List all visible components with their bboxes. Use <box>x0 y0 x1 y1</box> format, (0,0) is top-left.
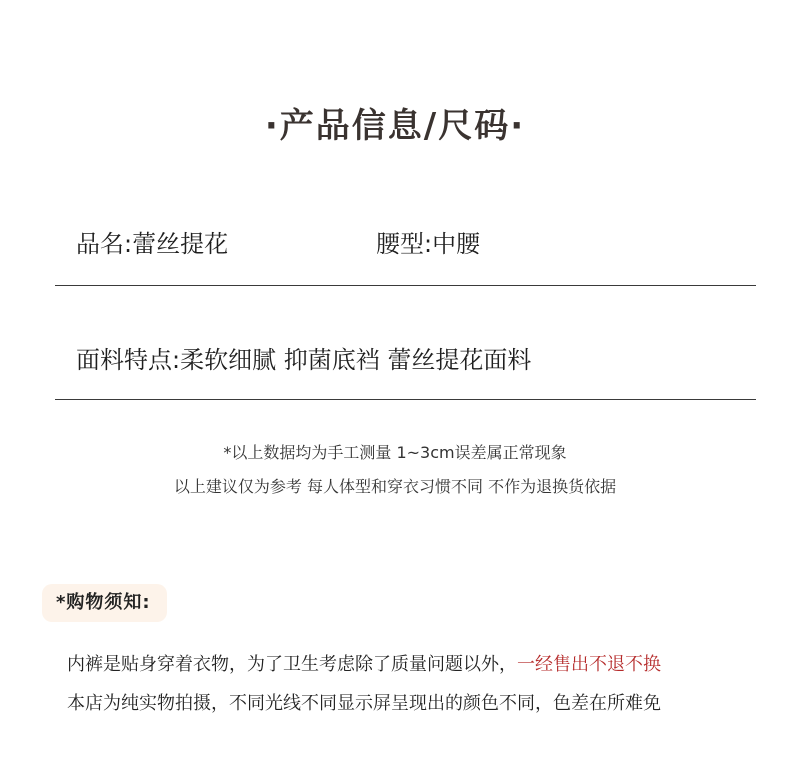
waist-type: 腰型:中腰 <box>376 230 481 258</box>
divider <box>55 285 756 286</box>
product-info-row <box>76 224 481 259</box>
product-name: 品名:蕾丝提花 <box>76 230 229 258</box>
fabric-features: 面料特点:柔软细腻 抑菌底裆 蕾丝提花面料 <box>76 346 532 374</box>
reference-note: 以上建议仅为参考 每人体型和穿衣习惯不同 不作为退换货依据 <box>173 477 617 496</box>
no-return-warning: 一经售出不退不换 <box>517 654 661 675</box>
section-title: ·产品信息/尺码· <box>264 106 526 146</box>
notice-line-hygiene <box>67 650 661 676</box>
notice-line-color: 本店为纯实物拍摄，不同光线不同显示屏呈现出的颜色不同，色差在所难免 <box>67 693 661 714</box>
divider <box>55 399 756 400</box>
shopping-notice-label: *购物须知: <box>42 584 167 622</box>
notice-hygiene-text: 内裤是贴身穿着衣物，为了卫生考虑除了质量问题以外， <box>67 654 517 675</box>
measurement-note: *以上数据均为手工测量 1~3cm误差属正常现象 <box>223 443 567 462</box>
